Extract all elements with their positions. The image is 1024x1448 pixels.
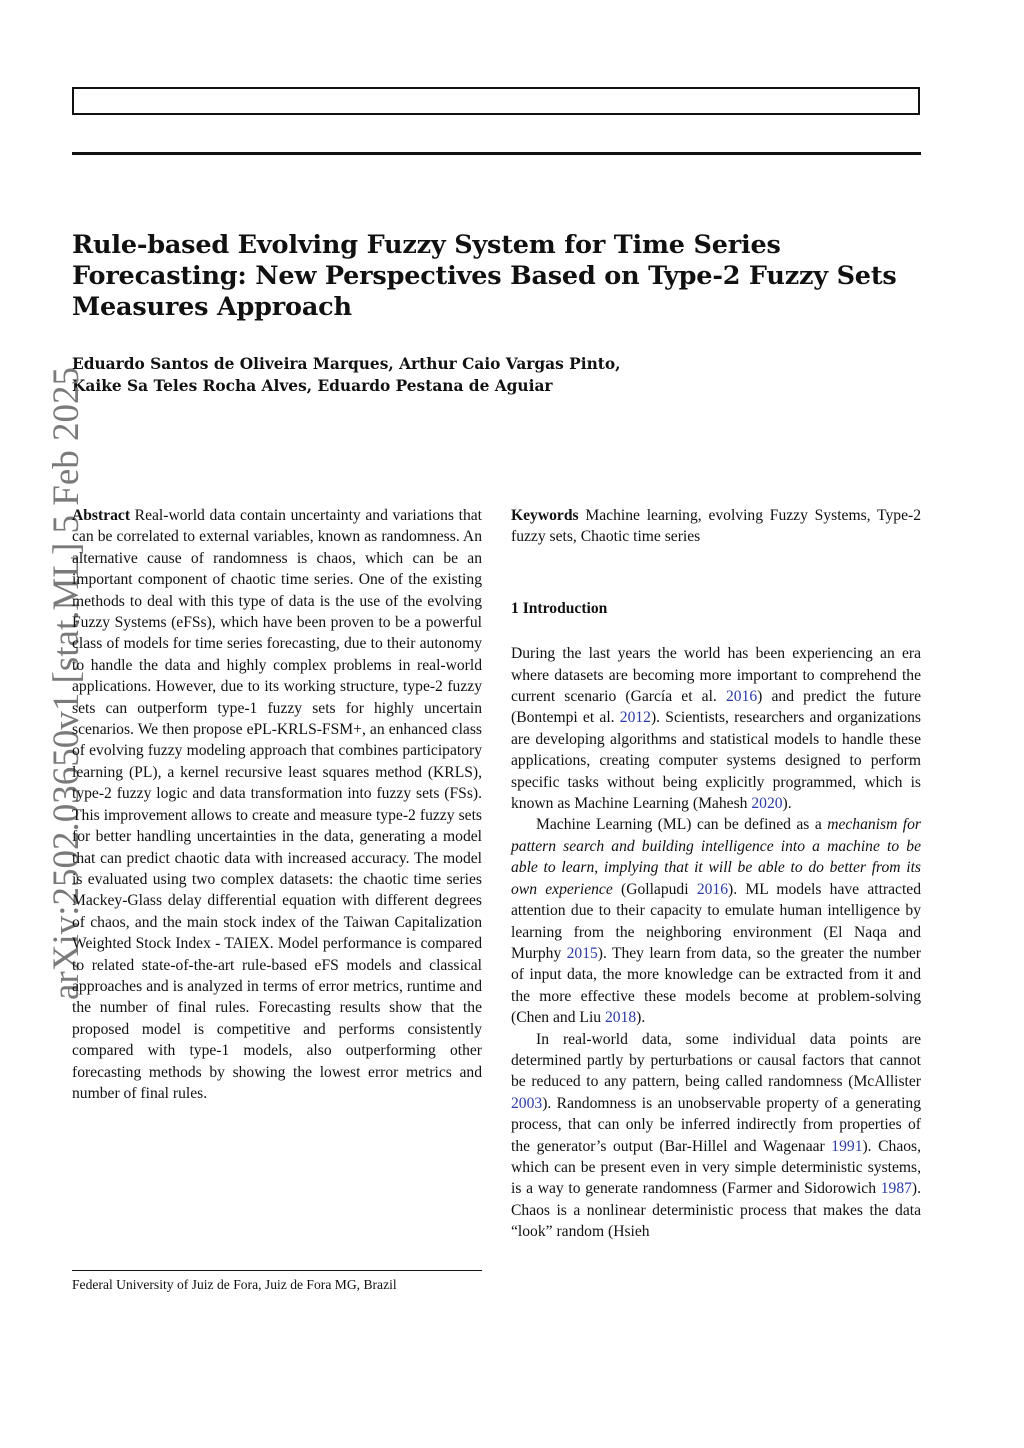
citation-link[interactable]: 1991 <box>831 1137 863 1155</box>
arxiv-identifier: arXiv:2502.03650v1 [stat.ML] 5 Feb 2025 <box>46 366 87 1000</box>
citation-link[interactable]: 2012 <box>619 709 651 727</box>
citation-link[interactable]: 2003 <box>511 1094 543 1112</box>
footnote-rule <box>72 1270 482 1271</box>
section-heading-introduction: 1 Introduction <box>511 599 608 617</box>
intro-paragraph-2: Machine Learning (ML) can be defined as a mechanism for pattern search and building intelligence into a machine to be able to learn, implying that it will be able to do better from its own experience (Gollapudi 2016). ML models have attracted attention due to their capacity to emulate human intelligence by learning from the neighboring environment (El Naqa and Murphy 2015). They learn from data, so the greater the number of input data, the more knowledge can be extracted from it and the more effective these models become at problem-solving (Chen and Liu 2018). <box>511 816 922 1027</box>
intro-paragraph-3: In real-world data, some individual data points are determined partly by perturbations or causal factors that cannot be reduced to any pattern, being called randomness (McAllister 2003). Randomness is an unobservable property of a generating process, that can only be inferred indirectly from properties of the generator’s output (Bar-Hillel and Wagenaar 1991). Chaos, which can be present even in very simple deterministic systems, is a way to generate randomness (Farmer and Sidorowich 1987). Chaos is a nonlinear deterministic process that makes the data “look” random (Hsieh <box>511 1030 922 1241</box>
abstract <box>72 505 482 1104</box>
ml-definition-quote: mechanism for pattern search and building intelligence into a machine to be able to learn, implying that it will be able to do better from its own experience <box>511 816 921 898</box>
left-column <box>72 505 482 1104</box>
intro-paragraph-1: During the last years the world has been experiencing an era where datasets are becoming more important to comprehend the current scenario (García et al. 2016) and predict the future (Bontempi et al. 2012). Scientists, researchers and organizations are developing algorithms and statistical models to handle these applications, creating computer systems designed to perform specific tasks without being explicitly programmed, which is known as Machine Learning (Mahesh 2020). <box>511 645 922 813</box>
running-header-box <box>72 87 920 115</box>
keywords-label: Keywords <box>511 507 579 524</box>
citation-link[interactable]: 2016 <box>725 688 758 706</box>
keywords <box>511 505 921 548</box>
authors-line-2: Kaike Sa Teles Rocha Alves, Eduardo Pestana de Aguiar <box>72 377 553 395</box>
header-rule <box>72 152 921 155</box>
authors-line-1: Eduardo Santos de Oliveira Marques, Arthur Caio Vargas Pinto, <box>72 355 621 373</box>
citation-link[interactable]: 2016 <box>696 880 728 898</box>
citation-link[interactable]: 1987 <box>880 1180 912 1198</box>
abstract-text: Real-world data contain uncertainty and variations that can be correlated to external variables, known as randomness. An alternative cause of randomness is chaos, which can be an important component of chaotic time series. One of the existing methods to deal with this type of data is the use of the evolving Fuzzy Systems (eFSs), which have been proven to be a powerful class of models for time series forecasting, due to their autonomy to handle the data and highly complex problems in real-world applications. However, due to its working structure, type-2 fuzzy sets can outperform type-1 fuzzy sets for highly uncertain scenarios. We then propose ePL-KRLS-FSM+, an enhanced class of evolving fuzzy modeling approach that combines participatory learning (PL), a kernel recursive least squares method (KRLS), type-2 fuzzy logic and data transformation into fuzzy sets (FSs). This improvement allows to create and measure type-2 fuzzy sets for better handling uncertainties in the data, generating a model that can predict chaotic data with increased accuracy. The model is evaluated using two complex datasets: the chaotic time series Mackey-Glass delay differential equation with different degrees of chaos, and the main stock index of the Taiwan Capitalization Weighted Stock Index - TAIEX. Model performance is compared to related state-of-the-art rule-based eFS models and classical approaches and is analyzed in terms of error metrics, runtime and the number of final rules. Forecasting results show that the proposed model is competitive and performs consistently compared with type-1 models, also outperforming other forecasting methods by showing the lowest error metrics and number of final rules. <box>72 507 482 1102</box>
right-column <box>511 505 921 1243</box>
citation-link[interactable]: 2015 <box>566 944 598 962</box>
abstract-label: Abstract <box>72 507 131 524</box>
author-list <box>72 353 932 397</box>
citation-link[interactable]: 2018 <box>604 1009 637 1027</box>
citation-link[interactable]: 2020 <box>751 795 783 813</box>
paper-title: Rule-based Evolving Fuzzy System for Time Series Forecasting: New Perspectives Based on Type-2 Fuzzy Sets Measures Approach <box>72 230 897 322</box>
affiliation-footnote: Federal University of Juiz de Fora, Juiz de Fora MG, Brazil <box>72 1277 397 1292</box>
keywords-text: Machine learning, evolving Fuzzy Systems, Type-2 fuzzy sets, Chaotic time series <box>511 507 921 546</box>
